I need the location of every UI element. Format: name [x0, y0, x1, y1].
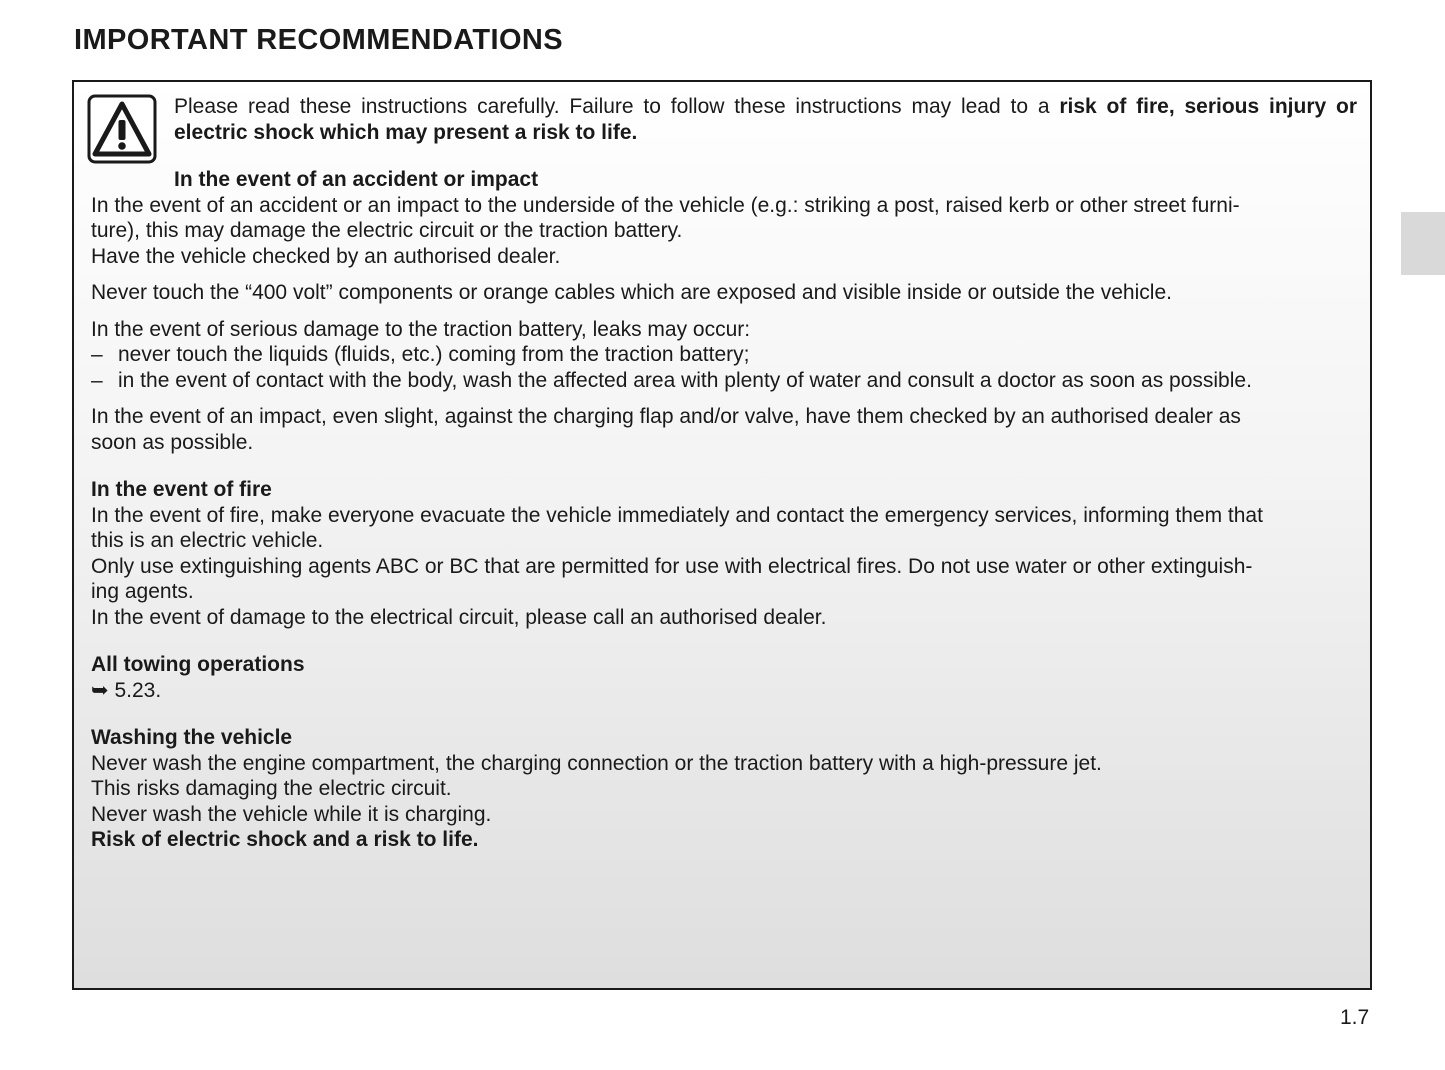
- side-tab-marker: [1401, 212, 1445, 275]
- fire-line: In the event of damage to the electrical circuit, please call an authorised dealer.: [91, 605, 827, 629]
- bullet-item: [91, 342, 1357, 368]
- bullet-dash: –: [91, 368, 103, 392]
- arrow-icon: ➥: [91, 678, 109, 702]
- towing-reference: [91, 678, 1357, 704]
- warning-content: [91, 94, 1357, 853]
- warning-box: [72, 80, 1372, 990]
- fire-line: Only use extinguishing agents ABC or BC that are permitted for use with electrical fires. Do not use water or other extinguish-: [91, 554, 1253, 578]
- battery-damage-text: In the event of serious damage to the traction battery, leaks may occur:: [91, 317, 751, 341]
- page-number: 1.7: [1340, 1006, 1370, 1029]
- towing-heading: All towing operations: [91, 653, 305, 676]
- fire-line: ing agents.: [91, 580, 194, 603]
- bullet-text: never touch the liquids (fluids, etc.) coming from the traction battery;: [118, 343, 750, 366]
- intro-text: Please read these instructions carefully. Failure to follow these instructions may lead to a: [174, 95, 1060, 118]
- intro-bold-text: risk of fire, serious injury or electric shock which may present a risk to life.: [174, 95, 1358, 144]
- flap-line: In the event of an impact, even slight, against the charging flap and/or valve, have them checked by an authorised dealer as: [91, 405, 1241, 428]
- accident-line: ture), this may damage the electric circuit or the traction battery.: [91, 219, 683, 242]
- washing-heading: Washing the vehicle: [91, 726, 293, 749]
- accident-line: In the event of an accident or an impact to the underside of the vehicle (e.g.: striking a post, raised kerb or other street furni-: [91, 193, 1240, 217]
- volt-warning: Never touch the “400 volt” components or orange cables which are exposed and visible inside or outside the vehicle.: [91, 281, 1172, 304]
- fire-heading: In the event of fire: [91, 478, 272, 501]
- washing-risk-line: Risk of electric shock and a risk to life.: [91, 828, 479, 851]
- accident-heading: In the event of an accident or impact: [174, 168, 539, 191]
- bullet-item: [91, 368, 1357, 394]
- washing-line: Never wash the vehicle while it is charging.: [91, 802, 492, 826]
- bullet-text: in the event of contact with the body, wash the affected area with plenty of water and consult a doctor as soon as possible.: [118, 368, 1252, 392]
- page-title: IMPORTANT RECOMMENDATIONS: [74, 24, 564, 56]
- fire-line: In the event of fire, make everyone evacuate the vehicle immediately and contact the emergency services, informing them that: [91, 503, 1263, 527]
- flap-line: soon as possible.: [91, 430, 254, 454]
- accident-line: Have the vehicle checked by an authorised dealer.: [91, 244, 561, 268]
- washing-line: Never wash the engine compartment, the charging connection or the traction battery with a high-pressure jet.: [91, 751, 1102, 775]
- fire-line: this is an electric vehicle.: [91, 529, 324, 552]
- page-reference-link[interactable]: 5.23.: [114, 678, 162, 702]
- bullet-dash: –: [91, 343, 103, 366]
- intro-paragraph: [91, 94, 1357, 145]
- washing-line: This risks damaging the electric circuit.: [91, 777, 452, 800]
